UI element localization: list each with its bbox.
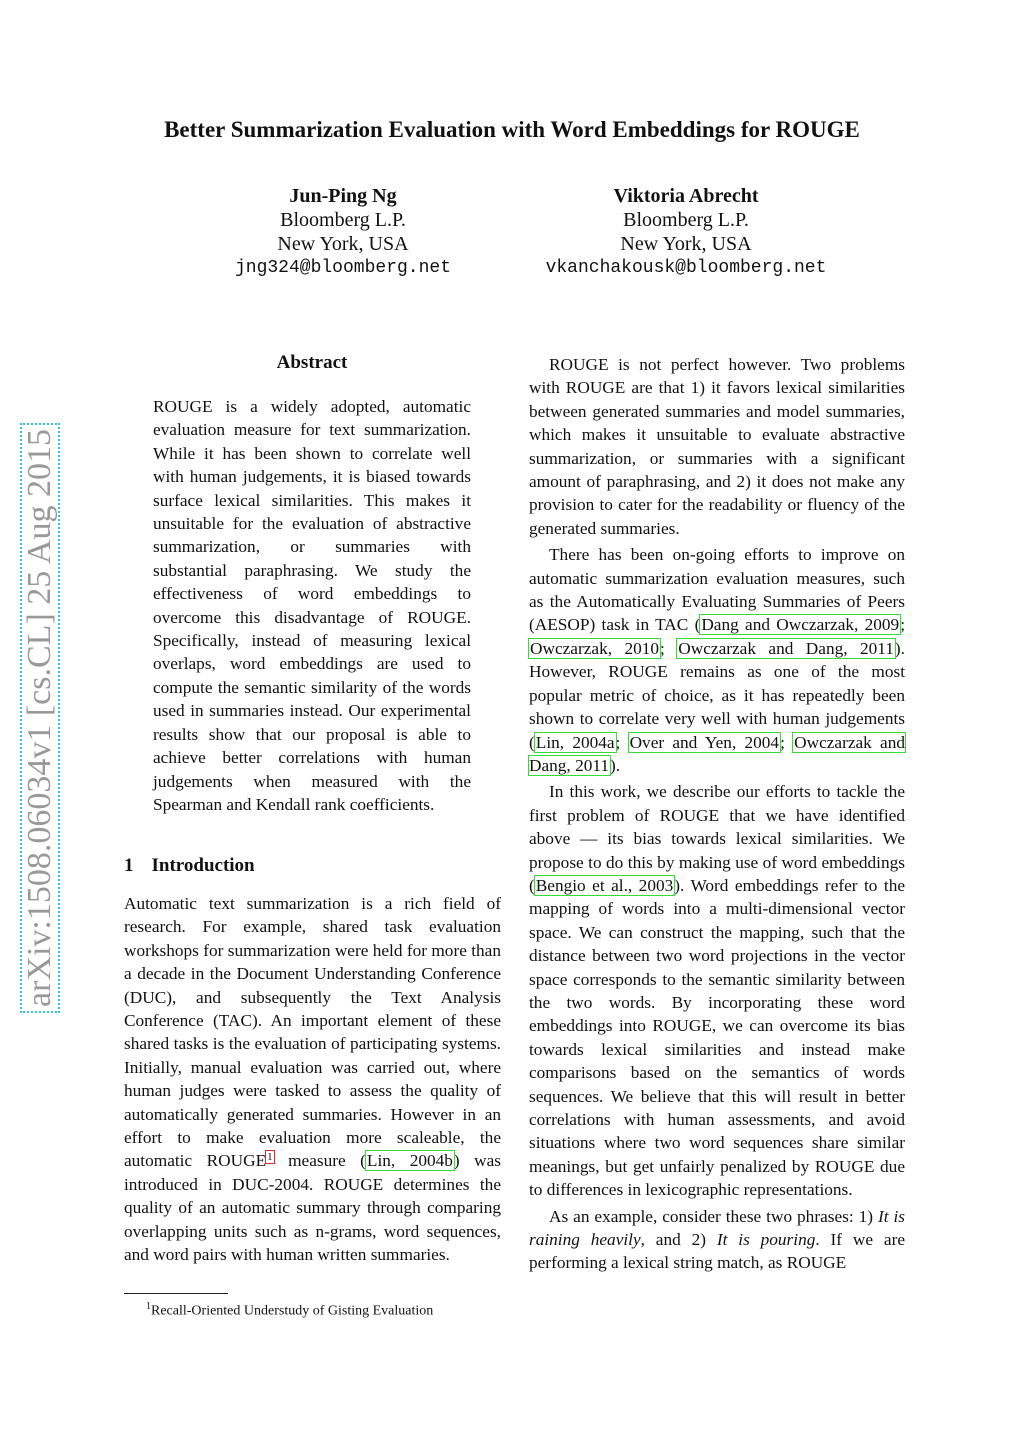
- author-location: New York, USA: [277, 233, 409, 255]
- text-run: ). However, ROUGE remains as one of the most popular metric of choice, as it has repeatedly been shown to correlate very well with human judgements (: [529, 638, 905, 752]
- author-email: vkanchakousk@bloomberg.net: [545, 258, 827, 278]
- abstract-text: ROUGE is a widely adopted, automatic evaluation measure for text summarization. While it has been shown to correlate well with human judgements, it is biased towards surface lexical similarities. This makes it unsuitable for the evaluation of abstractive summarization, or summaries with substantial paraphrasing. We study the effectiveness of word embeddings to overcome this disadvantage of ROUGE. Specifically, instead of measuring lexical overlaps, word embeddings are used to compute the semantic similarity of the words used in summaries instead. Our experimental results show that our proposal is able to achieve better correlations with human judgements when measured with the Spearman and Kendall rank coefficients.: [153, 397, 471, 814]
- text-run: . If we are performing a lexical string match, as ROUGE: [529, 1230, 905, 1273]
- author-name: Viktoria Abrecht: [613, 185, 759, 207]
- example-phrase: It is pouring: [716, 1230, 816, 1250]
- paragraph: [529, 543, 905, 777]
- footnote-text: Recall-Oriented Understudy of Gisting Evaluation: [151, 1303, 434, 1319]
- text-run: In this work, we describe our efforts to tackle the first problem of ROUGE that we have identified above — its bias towards lexical similarities. We propose to do this by making use of word embeddings (: [529, 782, 905, 895]
- text-run: ;: [660, 638, 678, 658]
- citation-link[interactable]: Owczarzak and Dang, 2011: [529, 732, 905, 775]
- arxiv-stamp: arXiv:1508.06034v1 [cs.CL] 25 Aug 2015: [20, 423, 60, 1013]
- author-name: Jun-Ping Ng: [289, 185, 397, 207]
- citation-link[interactable]: Lin, 2004b: [366, 1151, 453, 1171]
- footnote-mark: 1: [146, 1301, 151, 1312]
- author-affiliation: Bloomberg L.P.: [280, 209, 406, 231]
- author-affiliation: Bloomberg L.P.: [623, 209, 749, 231]
- example-phrase: It is raining heavily: [529, 1206, 906, 1250]
- right-column: [529, 353, 905, 1278]
- author-block: [183, 184, 503, 280]
- intro-paragraph: [124, 892, 501, 1267]
- paragraph: [529, 1205, 905, 1275]
- section-heading: [124, 855, 273, 877]
- text-run: ;: [615, 732, 629, 752]
- paragraph: [529, 780, 905, 1201]
- abstract-heading: Abstract: [276, 352, 348, 373]
- text-run: Automatic text summarization is a rich field of research. For example, shared task evaluation workshops for summarization were held for more than a decade in the Document Understanding Conference (DUC), and subsequently the Text Analysis Conference (TAC). An important element of these shared tasks is the evaluation of participating systems. Initially, manual evaluation was carried out, where human judges were tasked to assess the quality of automatically generated summaries. However in an effort to make evaluation more scaleable, the automatic ROUGE: [124, 894, 501, 1171]
- text-run: ) was introduced in DUC-2004. ROUGE determines the quality of an automatic summary through comparing overlapping units such as n-grams, word sequences, and word pairs with human written summaries.: [124, 1151, 502, 1265]
- author-location: New York, USA: [620, 233, 752, 255]
- author-email: jng324@bloomberg.net: [234, 258, 452, 278]
- text-run: , and 2): [640, 1230, 717, 1250]
- text-run: There has been on-going efforts to improve on automatic summarization evaluation measures, such as the Automatically Evaluating Summaries of Peers (AESOP) task in TAC (: [529, 545, 905, 635]
- citation-link[interactable]: Dang and Owczarzak, 2009: [701, 615, 900, 635]
- section-number: 1: [124, 855, 134, 876]
- section-title: Introduction: [151, 855, 255, 876]
- paragraph: ROUGE is not perfect however. Two problems with ROUGE are that 1) it favors lexical similarities between generated summaries and model summaries, which makes it unsuitable to evaluate abstractive summarization, or summaries with a significant amount of paraphrasing, and 2) it does not make any provision to cater for the readability or fluency of the generated summaries.: [529, 355, 905, 538]
- paper-title: Better Summarization Evaluation with Word Embeddings for ROUGE: [164, 117, 860, 142]
- text-run: ;: [900, 615, 905, 635]
- abstract-body: [153, 395, 471, 819]
- citation-link[interactable]: Owczarzak, 2010: [530, 638, 660, 658]
- citation-link[interactable]: Owczarzak and Dang, 2011: [678, 638, 894, 658]
- citation-link[interactable]: Over and Yen, 2004: [629, 732, 780, 752]
- text-run: ;: [780, 732, 794, 752]
- text-run: ).: [610, 755, 621, 775]
- citation-link[interactable]: Bengio et al., 2003: [535, 875, 674, 895]
- footnote-rule: [124, 1293, 228, 1294]
- text-run: As an example, consider these two phrases: 1): [549, 1206, 878, 1226]
- text-run: ). Word embeddings refer to the mapping of words into a multi-dimensional vector space. We can construct the mapping, such that the distance between two word projections in the vector space corresponds to the semantic similarity between the two words. By incorporating these word embeddings into ROUGE, we can overcome its bias towards lexical similarities and instead make comparisons based on the semantics of words sequences. We believe that this will result in better correlations with human assessments, and avoid situations where two word sequences share similar meanings, but get unfairly penalized by ROUGE due to differences in lexicographic representations.: [529, 875, 905, 1200]
- author-block: [526, 184, 846, 280]
- text-run: measure (: [273, 1151, 366, 1171]
- footnote-link[interactable]: 1: [267, 1150, 273, 1163]
- citation-link[interactable]: Lin, 2004a: [535, 732, 615, 752]
- intro-column: [124, 892, 501, 1270]
- footnote: [124, 1298, 526, 1321]
